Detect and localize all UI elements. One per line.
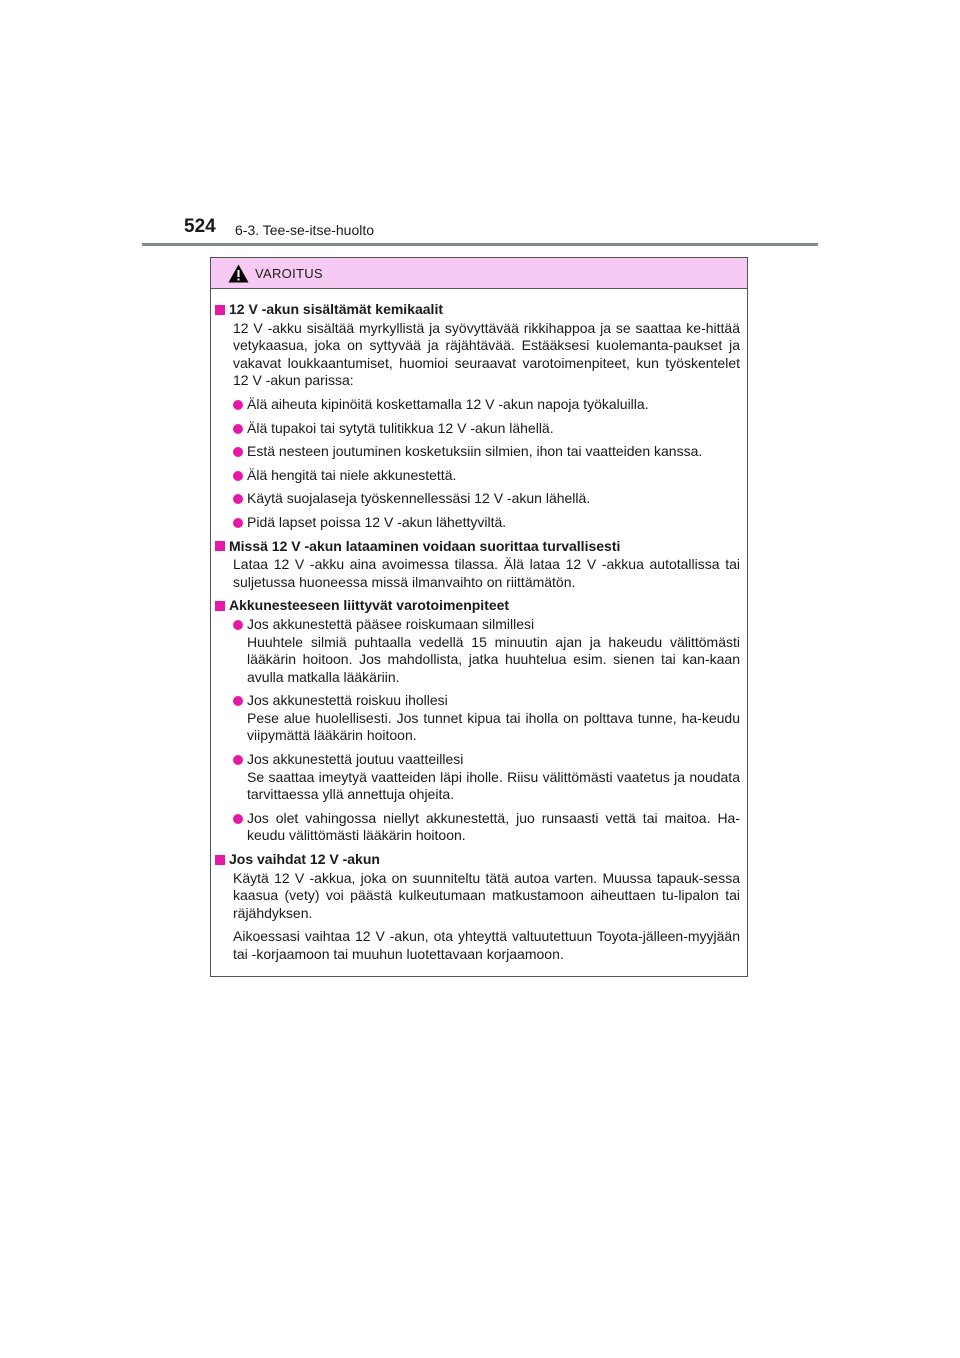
list-item	[215, 490, 740, 508]
section-heading	[215, 851, 740, 869]
warning-title: VAROITUS	[255, 265, 323, 281]
list-item	[215, 616, 740, 686]
list-item-text: Älä tupakoi tai sytytä tulitikkua 12 V -akun lähellä.	[247, 419, 554, 436]
round-bullet-icon	[233, 494, 243, 504]
section-heading-text: Missä 12 V -akun lataaminen voidaan suorittaa turvallisesti	[229, 537, 621, 554]
round-bullet-icon	[233, 518, 243, 528]
round-bullet-icon	[233, 814, 243, 824]
square-bullet-icon	[215, 541, 225, 551]
list-item-title: Jos akkunestettä roiskuu ihollesi	[247, 692, 448, 709]
round-bullet-icon	[233, 696, 243, 706]
warning-triangle-icon	[228, 264, 249, 283]
round-bullet-icon	[233, 620, 243, 630]
list-item-text: Älä hengitä tai niele akkunestettä.	[247, 466, 457, 483]
square-bullet-icon	[215, 305, 225, 315]
list-item-desc: Se saattaa imeytyä vaatteiden läpi iholle. Riisu välittömästi vaatetus ja noudata tarvittaessa yllä annettuja ohjeita.	[247, 768, 740, 803]
round-bullet-icon	[233, 400, 243, 410]
page-number: 524	[184, 216, 216, 237]
section-heading	[215, 301, 740, 319]
warning-section	[215, 301, 740, 532]
round-bullet-icon	[233, 471, 243, 481]
warning-box	[210, 257, 748, 977]
section-heading	[215, 538, 740, 556]
list-item-text: Käytä suojalaseja työskennellessäsi 12 V -akun lähellä.	[247, 490, 591, 507]
section-title: 6-3. Tee-se-itse-huolto	[235, 222, 375, 238]
section-heading-text: Akkunesteeseen liittyvät varotoimenpiteet	[229, 597, 510, 614]
paragraph: Käytä 12 V -akkua, joka on suunniteltu tätä autoa varten. Muussa tapauk-sessa kaasua (vety) voi päästä kulkeutumaan matkustamoon aiheuttaen tu-lipalon tai räjähdyksen.	[233, 869, 740, 921]
paragraph: Lataa 12 V -akku aina avoimessa tilassa. Älä lataa 12 V -akkua autotallissa tai suljetussa huoneessa missä ilmanvaihto on riittämätön.	[233, 556, 740, 590]
list-item-text	[247, 751, 740, 804]
list-item	[215, 420, 740, 438]
round-bullet-icon	[233, 447, 243, 457]
list-item	[215, 443, 740, 461]
list-item	[215, 692, 740, 745]
list-item-text: Pidä lapset poissa 12 V -akun lähettyviltä.	[247, 513, 507, 530]
square-bullet-icon	[215, 855, 225, 865]
paragraph: Aikoessasi vaihtaa 12 V -akun, ota yhteyttä valtuutettuun Toyota-jälleen-myyjään tai -korjaamoon tai muuhun luotettavaan korjaamoon.	[233, 928, 740, 962]
list-item	[215, 751, 740, 804]
paragraph: 12 V -akku sisältää myrkyllistä ja syövyttävää rikkihappoa ja se saattaa ke-hittää vetykaasua, joka on syttyvää ja räjähtävää. Estääksesi kuolemanta-paukset ja vakavat loukkaantumiset, huomioi seuraavat varotoimenpiteet, kun työskentelet 12 V -akun parissa:	[233, 319, 740, 389]
list-item-text: Älä aiheuta kipinöitä koskettamalla 12 V -akun napoja työkaluilla.	[247, 395, 649, 412]
list-item-text: Jos olet vahingossa niellyt akkunestettä, juo runsaasti vettä tai maitoa. Ha-keudu välittömästi lääkärin hoitoon.	[247, 809, 740, 844]
list-item-title: Jos akkunestettä pääsee roiskumaan silmillesi	[247, 615, 535, 632]
warning-content	[211, 289, 747, 964]
warning-section	[215, 851, 740, 964]
list-item-title: Jos akkunestettä joutuu vaatteillesi	[247, 751, 464, 768]
list-item-text: Estä nesteen joutuminen kosketuksiin silmien, ihon tai vaatteiden kanssa.	[247, 443, 703, 460]
round-bullet-icon	[233, 755, 243, 765]
list-item	[215, 810, 740, 845]
list-item-desc: Pese alue huolellisesti. Jos tunnet kipua tai iholla on polttava tunne, ha-keudu viipymättä lääkärin hoitoon.	[247, 709, 740, 744]
list-item	[215, 514, 740, 532]
section-heading-text: Jos vaihdat 12 V -akun	[229, 851, 380, 868]
header-rule	[142, 243, 818, 246]
list-item-text	[247, 692, 740, 745]
section-heading-text: 12 V -akun sisältämät kemikaalit	[229, 301, 443, 317]
list-item	[215, 396, 740, 414]
warning-section	[215, 538, 740, 592]
list-item	[215, 467, 740, 485]
list-item-text	[247, 616, 740, 686]
section-heading	[215, 597, 740, 615]
warning-section	[215, 597, 740, 845]
list-item-desc: Huuhtele silmiä puhtaalla vedellä 15 minuutin ajan ja hakeudu välittömästi lääkärin hoitoon. Jos mahdollista, jatka huuhtelua esim. sienen tai kan-kaan avulla matkalla lääkäriin.	[247, 633, 740, 685]
warning-header	[211, 258, 747, 289]
round-bullet-icon	[233, 424, 243, 434]
square-bullet-icon	[215, 601, 225, 611]
